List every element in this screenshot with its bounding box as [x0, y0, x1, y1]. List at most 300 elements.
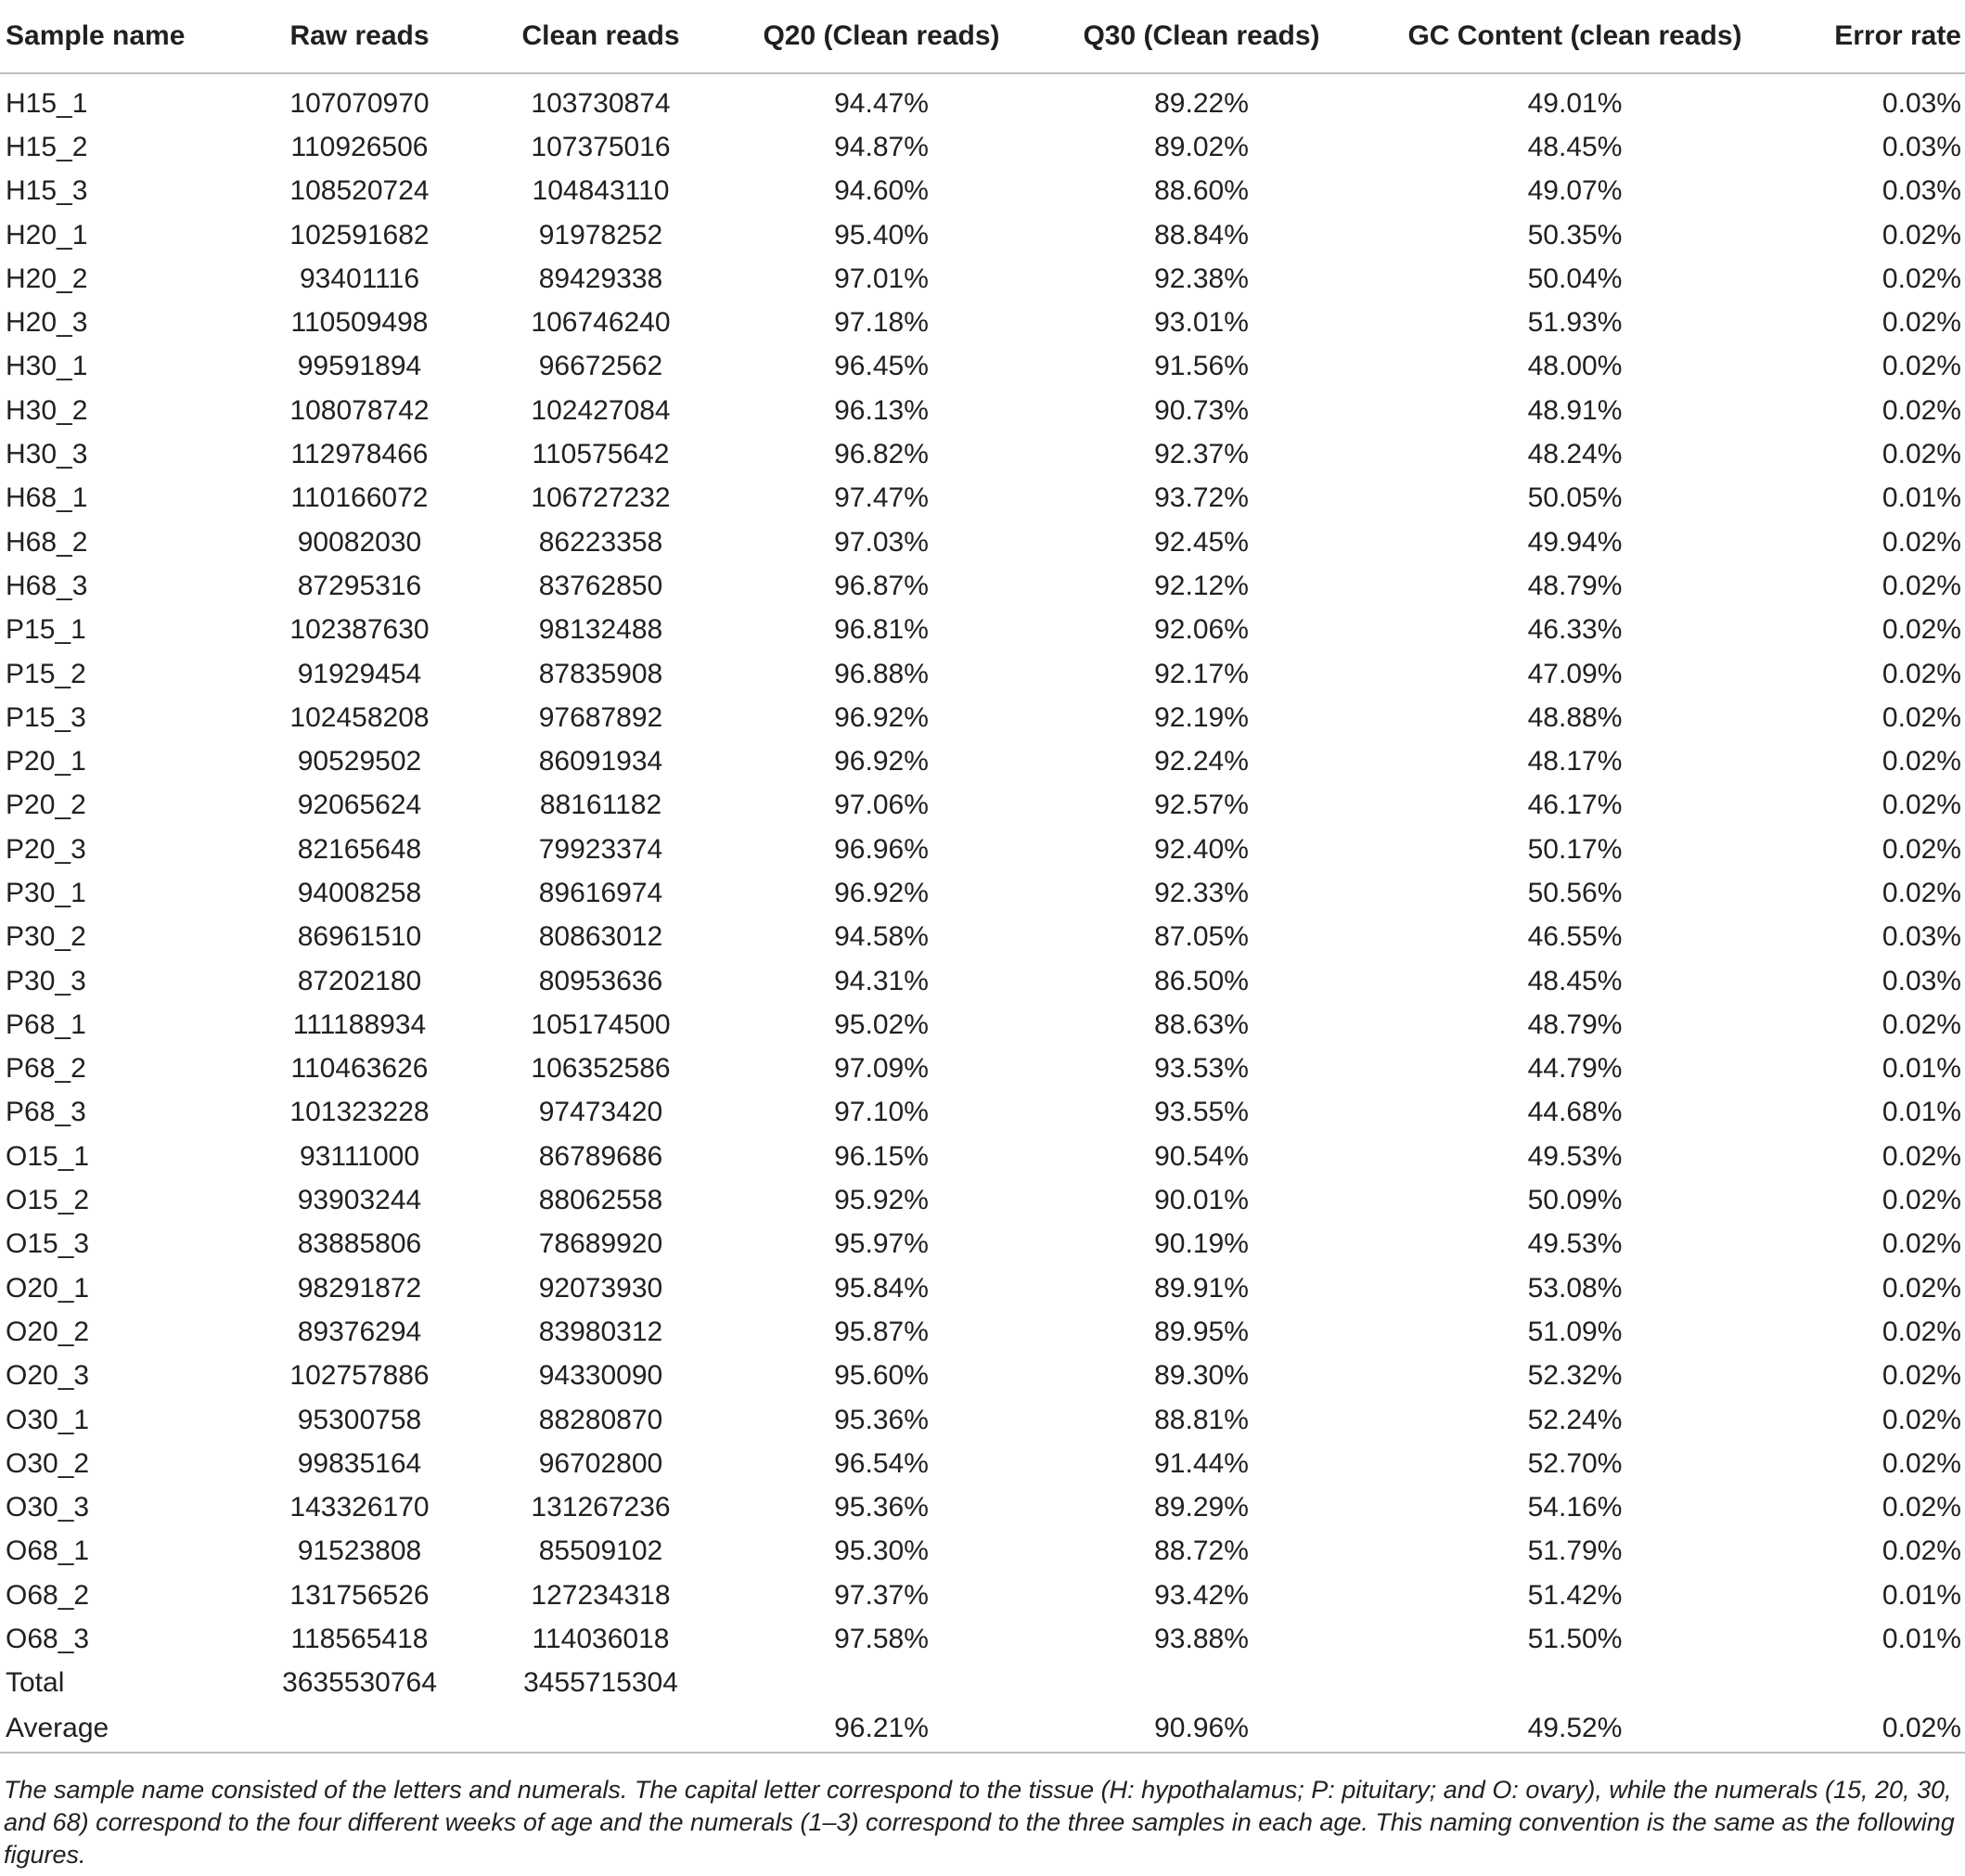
- cell-clean-reads: 86091934: [538, 746, 663, 777]
- cell-raw-reads: 90082030: [297, 526, 422, 558]
- table-row: [0, 1442, 1965, 1485]
- header-q30: Q30 (Clean reads): [1039, 0, 1364, 73]
- table-summary: [0, 1662, 1965, 1753]
- cell-q20: 94.87%: [834, 131, 929, 162]
- cell-q20: 94.47%: [834, 87, 929, 119]
- table-row: [0, 871, 1965, 915]
- total-q30: [1039, 1662, 1364, 1705]
- cell-gc-content: 51.79%: [1527, 1535, 1623, 1567]
- cell-q30: 88.81%: [1154, 1404, 1249, 1435]
- cell-sample-name: O15_2: [6, 1185, 90, 1216]
- cell-sample-name: P68_1: [6, 1009, 86, 1040]
- cell-clean-reads: 83980312: [538, 1316, 663, 1347]
- cell-q30: 88.60%: [1154, 175, 1249, 207]
- cell-q20: 96.92%: [834, 746, 929, 777]
- total-clean-reads: 3455715304: [523, 1667, 678, 1699]
- cell-gc-content: 48.79%: [1527, 570, 1623, 601]
- cell-q30: 93.72%: [1154, 482, 1249, 514]
- cell-q30: 89.91%: [1154, 1272, 1249, 1304]
- average-raw-reads: [241, 1705, 478, 1753]
- cell-clean-reads: 80863012: [538, 921, 663, 953]
- cell-sample-name: P20_1: [6, 746, 86, 777]
- cell-clean-reads: 114036018: [532, 1624, 670, 1655]
- table-row: [0, 828, 1965, 871]
- cell-q20: 95.87%: [834, 1316, 929, 1347]
- cell-gc-content: 52.24%: [1527, 1404, 1623, 1435]
- cell-q20: 96.82%: [834, 439, 929, 470]
- table-row: [0, 1047, 1965, 1091]
- cell-raw-reads: 110463626: [290, 1053, 429, 1085]
- cell-gc-content: 51.93%: [1527, 307, 1623, 339]
- cell-q20: 95.02%: [834, 1009, 929, 1040]
- table-row: [0, 1135, 1965, 1178]
- cell-sample-name: H30_2: [6, 394, 88, 426]
- table-row: [0, 389, 1965, 432]
- cell-gc-content: 49.53%: [1527, 1140, 1623, 1172]
- cell-q30: 88.63%: [1154, 1009, 1249, 1040]
- cell-sample-name: P30_2: [6, 921, 86, 953]
- header-gc-content: GC Content (clean reads): [1364, 0, 1786, 73]
- cell-sample-name: O20_3: [6, 1360, 90, 1392]
- table-row: [0, 1355, 1965, 1398]
- cell-sample-name: H68_3: [6, 570, 88, 601]
- cell-q20: 95.36%: [834, 1492, 929, 1523]
- cell-error-rate: 0.02%: [1882, 1272, 1961, 1304]
- table-row: [0, 564, 1965, 608]
- total-label: Total: [6, 1667, 65, 1699]
- average-q20: 96.21%: [724, 1705, 1039, 1753]
- cell-raw-reads: 94008258: [297, 877, 422, 908]
- table-row: [0, 520, 1965, 564]
- total-raw-reads: 3635530764: [282, 1667, 437, 1699]
- cell-error-rate: 0.02%: [1882, 746, 1961, 777]
- cell-gc-content: 51.50%: [1527, 1624, 1623, 1655]
- cell-raw-reads: 87202180: [297, 965, 422, 996]
- cell-clean-reads: 102427084: [531, 394, 671, 426]
- table-row: [0, 1091, 1965, 1135]
- cell-error-rate: 0.02%: [1882, 1185, 1961, 1216]
- cell-sample-name: H15_1: [6, 87, 88, 119]
- cell-sample-name: H30_3: [6, 439, 88, 470]
- cell-raw-reads: 102387630: [289, 614, 430, 646]
- cell-raw-reads: 110166072: [290, 482, 429, 514]
- cell-clean-reads: 98132488: [538, 614, 663, 646]
- total-q20: [724, 1662, 1039, 1705]
- cell-clean-reads: 105174500: [531, 1009, 671, 1040]
- table-row: [0, 1178, 1965, 1222]
- cell-q20: 95.36%: [834, 1404, 929, 1435]
- cell-raw-reads: 86961510: [297, 921, 422, 953]
- cell-q20: 97.47%: [834, 482, 929, 514]
- cell-q30: 92.19%: [1154, 701, 1249, 733]
- cell-q30: 92.57%: [1154, 790, 1249, 821]
- average-row: [0, 1705, 1965, 1753]
- cell-sample-name: H68_1: [6, 482, 88, 514]
- cell-raw-reads: 143326170: [289, 1492, 430, 1523]
- cell-clean-reads: 106352586: [531, 1053, 671, 1085]
- cell-clean-reads: 85509102: [538, 1535, 663, 1567]
- cell-clean-reads: 91978252: [538, 219, 663, 251]
- cell-error-rate: 0.02%: [1882, 1360, 1961, 1392]
- table-row: [0, 916, 1965, 959]
- cell-clean-reads: 86223358: [538, 526, 663, 558]
- cell-raw-reads: 108078742: [289, 394, 430, 426]
- cell-raw-reads: 95300758: [297, 1404, 422, 1435]
- cell-error-rate: 0.02%: [1882, 1316, 1961, 1347]
- cell-q30: 88.84%: [1154, 219, 1249, 251]
- cell-gc-content: 47.09%: [1527, 658, 1623, 689]
- cell-error-rate: 0.02%: [1882, 877, 1961, 908]
- cell-q20: 97.10%: [834, 1097, 929, 1128]
- cell-q20: 94.60%: [834, 175, 929, 207]
- cell-q20: 94.58%: [834, 921, 929, 953]
- table-header: [0, 0, 1965, 73]
- cell-gc-content: 46.33%: [1527, 614, 1623, 646]
- cell-sample-name: O15_1: [6, 1140, 90, 1172]
- table-row: [0, 784, 1965, 828]
- cell-sample-name: O20_2: [6, 1316, 90, 1347]
- cell-q30: 92.40%: [1154, 833, 1249, 865]
- table-row: [0, 301, 1965, 344]
- cell-raw-reads: 111188934: [292, 1009, 427, 1040]
- cell-gc-content: 52.32%: [1527, 1360, 1623, 1392]
- cell-clean-reads: 97473420: [538, 1097, 663, 1128]
- cell-error-rate: 0.02%: [1882, 614, 1961, 646]
- cell-q30: 86.50%: [1154, 965, 1249, 996]
- cell-clean-reads: 80953636: [538, 965, 663, 996]
- table-footnote: The sample name consisted of the letters and numerals. The capital letter correspond to the tissue (H: hypothalamus; P: pituitary; and O: ovary), while the numerals (15, 20, 30, and 68) correspond to the four different weeks of age and the numerals (1–3) correspond to the three samples in each age. This naming convention is the same as the following figures.: [4, 1776, 1955, 1869]
- cell-q20: 95.92%: [834, 1185, 929, 1216]
- cell-raw-reads: 98291872: [297, 1272, 422, 1304]
- cell-error-rate: 0.02%: [1882, 394, 1961, 426]
- cell-gc-content: 48.88%: [1527, 701, 1623, 733]
- cell-raw-reads: 110509498: [290, 307, 429, 339]
- cell-q20: 97.01%: [834, 263, 929, 294]
- cell-gc-content: 48.00%: [1527, 351, 1623, 382]
- cell-gc-content: 46.55%: [1527, 921, 1623, 953]
- cell-q20: 96.87%: [834, 570, 929, 601]
- cell-clean-reads: 88161182: [539, 790, 662, 821]
- average-gc-content: 49.52%: [1364, 1705, 1786, 1753]
- cell-q20: 96.96%: [834, 833, 929, 865]
- cell-error-rate: 0.02%: [1882, 1140, 1961, 1172]
- cell-sample-name: P68_3: [6, 1097, 86, 1128]
- cell-q30: 92.24%: [1154, 746, 1249, 777]
- average-clean-reads: [478, 1705, 724, 1753]
- cell-q30: 92.37%: [1154, 439, 1249, 470]
- table-row: [0, 1398, 1965, 1442]
- cell-raw-reads: 101323228: [289, 1097, 430, 1128]
- cell-sample-name: P15_3: [6, 701, 86, 733]
- cell-gc-content: 48.45%: [1527, 965, 1623, 996]
- cell-clean-reads: 94330090: [538, 1360, 663, 1392]
- cell-raw-reads: 93903244: [297, 1185, 422, 1216]
- cell-raw-reads: 102458208: [289, 701, 430, 733]
- cell-error-rate: 0.02%: [1882, 1447, 1961, 1479]
- cell-gc-content: 50.05%: [1527, 482, 1623, 514]
- average-error-rate: 0.02%: [1786, 1705, 1965, 1753]
- cell-clean-reads: 127234318: [531, 1579, 671, 1611]
- cell-error-rate: 0.02%: [1882, 351, 1961, 382]
- table-row: [0, 1617, 1965, 1661]
- cell-q30: 90.54%: [1154, 1140, 1249, 1172]
- cell-clean-reads: 96702800: [538, 1447, 663, 1479]
- cell-sample-name: P20_3: [6, 833, 86, 865]
- cell-gc-content: 50.56%: [1527, 877, 1623, 908]
- cell-q20: 94.31%: [834, 965, 929, 996]
- cell-clean-reads: 86789686: [538, 1140, 663, 1172]
- cell-sample-name: P68_2: [6, 1053, 86, 1085]
- cell-clean-reads: 88062558: [538, 1185, 663, 1216]
- cell-q30: 93.88%: [1154, 1624, 1249, 1655]
- cell-q20: 96.92%: [834, 701, 929, 733]
- cell-raw-reads: 118565418: [290, 1624, 429, 1655]
- cell-clean-reads: 78689920: [538, 1228, 663, 1260]
- table-row: [0, 477, 1965, 520]
- cell-clean-reads: 89616974: [538, 877, 663, 908]
- cell-error-rate: 0.01%: [1882, 1624, 1961, 1655]
- cell-error-rate: 0.02%: [1882, 219, 1961, 251]
- cell-gc-content: 48.45%: [1527, 131, 1623, 162]
- cell-clean-reads: 106746240: [531, 307, 671, 339]
- cell-gc-content: 44.68%: [1527, 1097, 1623, 1128]
- cell-sample-name: P15_2: [6, 658, 86, 689]
- cell-q30: 93.55%: [1154, 1097, 1249, 1128]
- cell-gc-content: 51.42%: [1527, 1579, 1623, 1611]
- cell-clean-reads: 88280870: [538, 1404, 663, 1435]
- cell-raw-reads: 99591894: [297, 351, 422, 382]
- cell-sample-name: P30_3: [6, 965, 86, 996]
- cell-error-rate: 0.02%: [1882, 1404, 1961, 1435]
- cell-sample-name: H20_1: [6, 219, 88, 251]
- cell-sample-name: O68_2: [6, 1579, 90, 1611]
- header-raw-reads: Raw reads: [241, 0, 478, 73]
- cell-gc-content: 52.70%: [1527, 1447, 1623, 1479]
- cell-q30: 91.56%: [1154, 351, 1249, 382]
- table-row: [0, 213, 1965, 257]
- cell-q30: 93.53%: [1154, 1053, 1249, 1085]
- cell-clean-reads: 83762850: [538, 570, 663, 601]
- table-row: [0, 257, 1965, 301]
- cell-sample-name: H20_2: [6, 263, 88, 294]
- cell-sample-name: H15_2: [6, 131, 88, 162]
- cell-gc-content: 54.16%: [1527, 1492, 1623, 1523]
- cell-clean-reads: 97687892: [538, 701, 663, 733]
- cell-raw-reads: 90529502: [297, 746, 422, 777]
- cell-raw-reads: 91523808: [297, 1535, 422, 1567]
- cell-q20: 95.40%: [834, 219, 929, 251]
- table-row: [0, 609, 1965, 652]
- cell-sample-name: O20_1: [6, 1272, 90, 1304]
- cell-q20: 95.30%: [834, 1535, 929, 1567]
- cell-raw-reads: 82165648: [297, 833, 422, 865]
- cell-gc-content: 53.08%: [1527, 1272, 1623, 1304]
- cell-q30: 87.05%: [1154, 921, 1249, 953]
- cell-q20: 95.60%: [834, 1360, 929, 1392]
- cell-error-rate: 0.01%: [1882, 1053, 1961, 1085]
- cell-sample-name: O30_2: [6, 1447, 90, 1479]
- cell-q30: 92.17%: [1154, 658, 1249, 689]
- cell-error-rate: 0.02%: [1882, 307, 1961, 339]
- cell-error-rate: 0.02%: [1882, 1009, 1961, 1040]
- cell-raw-reads: 89376294: [297, 1316, 422, 1347]
- cell-q30: 93.01%: [1154, 307, 1249, 339]
- table-row: [0, 739, 1965, 783]
- cell-clean-reads: 106727232: [531, 482, 671, 514]
- cell-q20: 96.92%: [834, 877, 929, 908]
- table-row: [0, 432, 1965, 476]
- cell-q20: 97.18%: [834, 307, 929, 339]
- cell-gc-content: 48.17%: [1527, 746, 1623, 777]
- cell-sample-name: O68_1: [6, 1535, 90, 1567]
- cell-q20: 97.58%: [834, 1624, 929, 1655]
- header-q20: Q20 (Clean reads): [724, 0, 1039, 73]
- cell-q30: 89.22%: [1154, 87, 1249, 119]
- table-row: [0, 959, 1965, 1003]
- cell-error-rate: 0.02%: [1882, 701, 1961, 733]
- cell-q20: 96.88%: [834, 658, 929, 689]
- table-row: [0, 1486, 1965, 1530]
- cell-error-rate: 0.02%: [1882, 263, 1961, 294]
- cell-raw-reads: 91929454: [297, 658, 422, 689]
- cell-sample-name: O30_3: [6, 1492, 90, 1523]
- cell-clean-reads: 96672562: [538, 351, 663, 382]
- cell-error-rate: 0.02%: [1882, 570, 1961, 601]
- header-clean-reads: Clean reads: [478, 0, 724, 73]
- cell-gc-content: 49.94%: [1527, 526, 1623, 558]
- cell-clean-reads: 110575642: [532, 439, 670, 470]
- table-body: [0, 73, 1965, 1662]
- cell-sample-name: O15_3: [6, 1228, 90, 1260]
- table-row: [0, 1223, 1965, 1266]
- table-row: [0, 1530, 1965, 1574]
- cell-error-rate: 0.02%: [1882, 1228, 1961, 1260]
- cell-gc-content: 49.07%: [1527, 175, 1623, 207]
- cell-q20: 96.54%: [834, 1447, 929, 1479]
- cell-gc-content: 50.04%: [1527, 263, 1623, 294]
- table-row: [0, 696, 1965, 739]
- cell-q20: 95.97%: [834, 1228, 929, 1260]
- cell-error-rate: 0.02%: [1882, 1492, 1961, 1523]
- cell-gc-content: 50.17%: [1527, 833, 1623, 865]
- cell-gc-content: 44.79%: [1527, 1053, 1623, 1085]
- table-row: [0, 125, 1965, 169]
- cell-q30: 91.44%: [1154, 1447, 1249, 1479]
- cell-sample-name: O30_1: [6, 1404, 90, 1435]
- cell-sample-name: H68_2: [6, 526, 88, 558]
- cell-q20: 97.06%: [834, 790, 929, 821]
- cell-raw-reads: 87295316: [297, 570, 422, 601]
- cell-q20: 96.15%: [834, 1140, 929, 1172]
- cell-clean-reads: 103730874: [531, 87, 671, 119]
- cell-q20: 97.37%: [834, 1579, 929, 1611]
- average-q30: 90.96%: [1039, 1705, 1364, 1753]
- cell-q30: 88.72%: [1154, 1535, 1249, 1567]
- cell-clean-reads: 92073930: [538, 1272, 663, 1304]
- cell-sample-name: P15_1: [6, 614, 86, 646]
- cell-raw-reads: 83885806: [297, 1228, 422, 1260]
- cell-gc-content: 49.53%: [1527, 1228, 1623, 1260]
- cell-clean-reads: 79923374: [538, 833, 663, 865]
- cell-q30: 92.12%: [1154, 570, 1249, 601]
- cell-sample-name: O68_3: [6, 1624, 90, 1655]
- cell-error-rate: 0.03%: [1882, 965, 1961, 996]
- cell-error-rate: 0.01%: [1882, 1579, 1961, 1611]
- cell-gc-content: 46.17%: [1527, 790, 1623, 821]
- cell-error-rate: 0.02%: [1882, 526, 1961, 558]
- cell-raw-reads: 108520724: [289, 175, 430, 207]
- cell-raw-reads: 93111000: [299, 1140, 420, 1172]
- cell-error-rate: 0.03%: [1882, 87, 1961, 119]
- cell-q30: 93.42%: [1154, 1579, 1249, 1611]
- table-row: [0, 1310, 1965, 1354]
- cell-raw-reads: 107070970: [289, 87, 430, 119]
- cell-raw-reads: 93401116: [299, 263, 420, 294]
- header-sample-name: Sample name: [0, 0, 241, 73]
- table-row: [0, 170, 1965, 213]
- cell-gc-content: 48.79%: [1527, 1009, 1623, 1040]
- table-row: [0, 1266, 1965, 1310]
- header-error-rate: Error rate: [1786, 0, 1965, 73]
- cell-sample-name: H20_3: [6, 307, 88, 339]
- cell-q30: 90.19%: [1154, 1228, 1249, 1260]
- cell-q30: 89.02%: [1154, 131, 1249, 162]
- cell-gc-content: 50.09%: [1527, 1185, 1623, 1216]
- cell-q30: 89.30%: [1154, 1360, 1249, 1392]
- cell-clean-reads: 104843110: [532, 175, 670, 207]
- header-row: [0, 0, 1965, 73]
- table-row: [0, 73, 1965, 125]
- average-label: Average: [0, 1705, 241, 1753]
- cell-sample-name: P20_2: [6, 790, 86, 821]
- cell-gc-content: 48.24%: [1527, 439, 1623, 470]
- cell-gc-content: 51.09%: [1527, 1316, 1623, 1347]
- cell-q20: 95.84%: [834, 1272, 929, 1304]
- cell-q20: 96.13%: [834, 394, 929, 426]
- cell-raw-reads: 102591682: [289, 219, 430, 251]
- cell-error-rate: 0.02%: [1882, 658, 1961, 689]
- cell-error-rate: 0.03%: [1882, 921, 1961, 953]
- cell-error-rate: 0.02%: [1882, 790, 1961, 821]
- cell-error-rate: 0.02%: [1882, 439, 1961, 470]
- total-row: [0, 1662, 1965, 1705]
- cell-error-rate: 0.01%: [1882, 482, 1961, 514]
- cell-error-rate: 0.01%: [1882, 1097, 1961, 1128]
- cell-q30: 90.73%: [1154, 394, 1249, 426]
- cell-error-rate: 0.03%: [1882, 175, 1961, 207]
- cell-q20: 97.09%: [834, 1053, 929, 1085]
- total-error-rate: [1786, 1662, 1965, 1705]
- cell-error-rate: 0.02%: [1882, 1535, 1961, 1567]
- cell-sample-name: H15_3: [6, 175, 88, 207]
- cell-clean-reads: 131267236: [531, 1492, 671, 1523]
- cell-q30: 89.29%: [1154, 1492, 1249, 1523]
- cell-sample-name: P30_1: [6, 877, 86, 908]
- cell-clean-reads: 89429338: [538, 263, 663, 294]
- cell-gc-content: 49.01%: [1527, 87, 1623, 119]
- cell-sample-name: H30_1: [6, 351, 88, 382]
- cell-raw-reads: 102757886: [289, 1360, 430, 1392]
- cell-raw-reads: 92065624: [297, 790, 422, 821]
- cell-raw-reads: 110926506: [290, 131, 429, 162]
- cell-q20: 96.45%: [834, 351, 929, 382]
- cell-raw-reads: 131756526: [289, 1579, 430, 1611]
- cell-q30: 90.01%: [1154, 1185, 1249, 1216]
- cell-q30: 92.45%: [1154, 526, 1249, 558]
- cell-q30: 92.38%: [1154, 263, 1249, 294]
- cell-q20: 96.81%: [834, 614, 929, 646]
- cell-gc-content: 50.35%: [1527, 219, 1623, 251]
